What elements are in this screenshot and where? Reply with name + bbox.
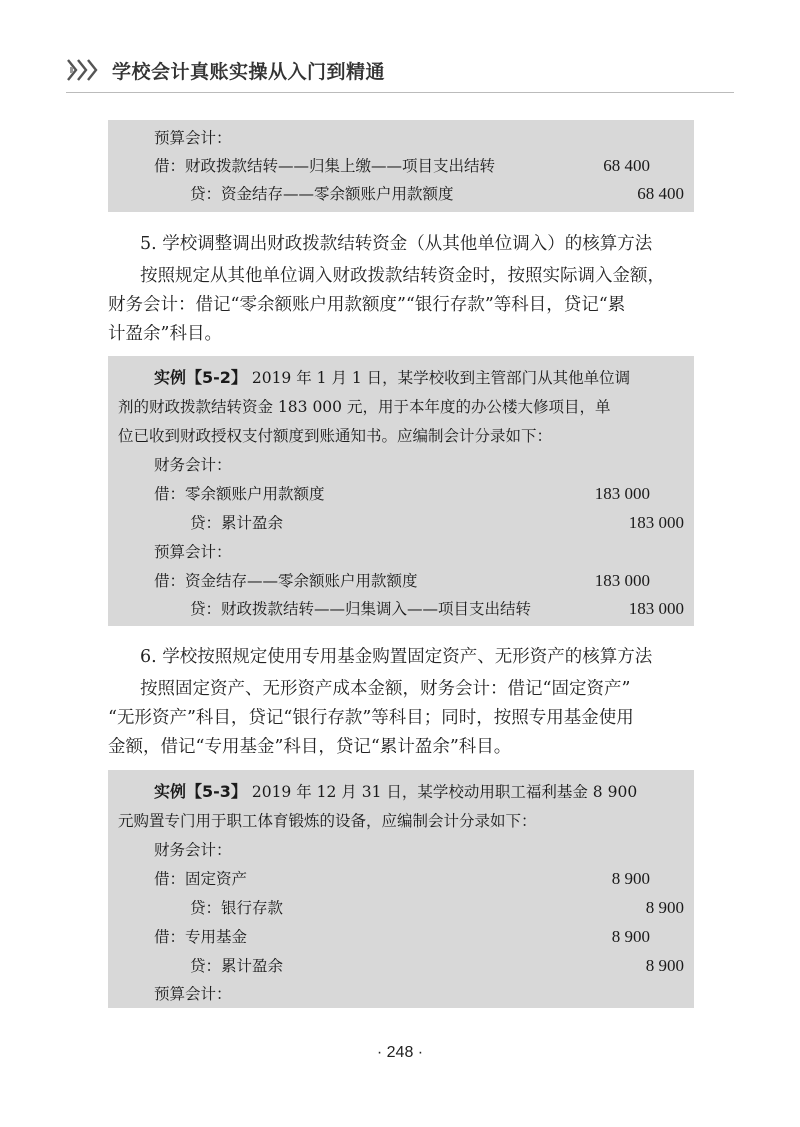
debit-amount: 183 000 bbox=[594, 571, 650, 590]
page-number: · 248 · bbox=[376, 1044, 424, 1061]
section6-para-line: “无形资产”科目，贷记“银行存款”等科目；同时，按照专用基金使用 bbox=[108, 708, 634, 728]
credit-entry: 贷：资金结存——零余额账户用款额度 bbox=[190, 185, 454, 203]
example-text-line bbox=[154, 368, 630, 388]
debit-entry: 借：财政拨款结转——归集上缴——项目支出结转 bbox=[154, 157, 496, 175]
credit-entry: 贷：累计盈余 bbox=[190, 514, 284, 532]
example-box-5-2 bbox=[108, 356, 694, 626]
section-heading-6: 6. 学校按照规定使用专用基金购置固定资产、无形资产的核算方法 bbox=[140, 647, 653, 667]
example-text-line bbox=[154, 782, 637, 802]
section6-para-line: 金额，借记“专用基金”科目，贷记“累计盈余”科目。 bbox=[108, 737, 512, 757]
debit-amount: 68 400 bbox=[603, 156, 650, 175]
example-text: 2019 年 12 月 31 日，某学校动用职工福利基金 8 900 bbox=[246, 783, 638, 801]
example-text-line: 元购置专门用于职工体育锻炼的设备，应编制会计分录如下： bbox=[118, 812, 537, 830]
example-label: 实例【5-3】 bbox=[154, 782, 247, 801]
book-title: 学校会计真账实操从入门到精通 bbox=[112, 60, 386, 83]
credit-entry: 贷：银行存款 bbox=[190, 899, 284, 917]
credit-amount: 8 900 bbox=[645, 898, 684, 917]
debit-entry: 借：资金结存——零余额账户用款额度 bbox=[154, 572, 418, 590]
running-header bbox=[66, 50, 385, 90]
debit-entry: 借：专用基金 bbox=[154, 928, 248, 946]
credit-amount: 183 000 bbox=[628, 599, 684, 618]
header-divider bbox=[66, 92, 734, 93]
journal-box-continued bbox=[108, 120, 694, 212]
budget-accounting-label: 预算会计： bbox=[154, 129, 232, 147]
credit-amount: 8 900 bbox=[645, 956, 684, 975]
section6-para-line: 按照固定资产、无形资产成本金额，财务会计：借记“固定资产” bbox=[140, 679, 631, 699]
credit-entry: 贷：财政拨款结转——归集调入——项目支出结转 bbox=[190, 600, 532, 618]
example-text: 2019 年 1 月 1 日，某学校收到主管部门从其他单位调 bbox=[246, 369, 631, 387]
financial-accounting-label: 财务会计： bbox=[154, 841, 232, 859]
section5-para-line: 按照规定从其他单位调入财政拨款结转资金时，按照实际调入金额， bbox=[140, 266, 665, 286]
budget-accounting-label: 预算会计： bbox=[154, 985, 232, 1003]
example-text-line: 剂的财政拨款结转资金 183 000 元，用于本年度的办公楼大修项目，单 bbox=[118, 398, 611, 416]
chevrons-icon bbox=[66, 58, 102, 82]
budget-accounting-label: 预算会计： bbox=[154, 543, 232, 561]
financial-accounting-label: 财务会计： bbox=[154, 456, 232, 474]
debit-entry: 借：零余额账户用款额度 bbox=[154, 485, 325, 503]
credit-amount: 68 400 bbox=[637, 184, 684, 203]
debit-amount: 8 900 bbox=[611, 927, 650, 946]
example-text-line: 位已收到财政授权支付额度到账通知书。应编制会计分录如下： bbox=[118, 427, 553, 445]
example-label: 实例【5-2】 bbox=[154, 368, 247, 387]
section-heading-5: 5. 学校调整调出财政拨款结转资金（从其他单位调入）的核算方法 bbox=[140, 234, 653, 254]
debit-amount: 183 000 bbox=[594, 484, 650, 503]
credit-entry: 贷：累计盈余 bbox=[190, 957, 284, 975]
debit-amount: 8 900 bbox=[611, 869, 650, 888]
section5-para-line: 计盈余”科目。 bbox=[108, 324, 222, 344]
section5-para-line: 财务会计：借记“零余额账户用款额度”“银行存款”等科目，贷记“累 bbox=[108, 295, 626, 315]
credit-amount: 183 000 bbox=[628, 513, 684, 532]
debit-entry: 借：固定资产 bbox=[154, 870, 248, 888]
example-box-5-3 bbox=[108, 770, 694, 1008]
